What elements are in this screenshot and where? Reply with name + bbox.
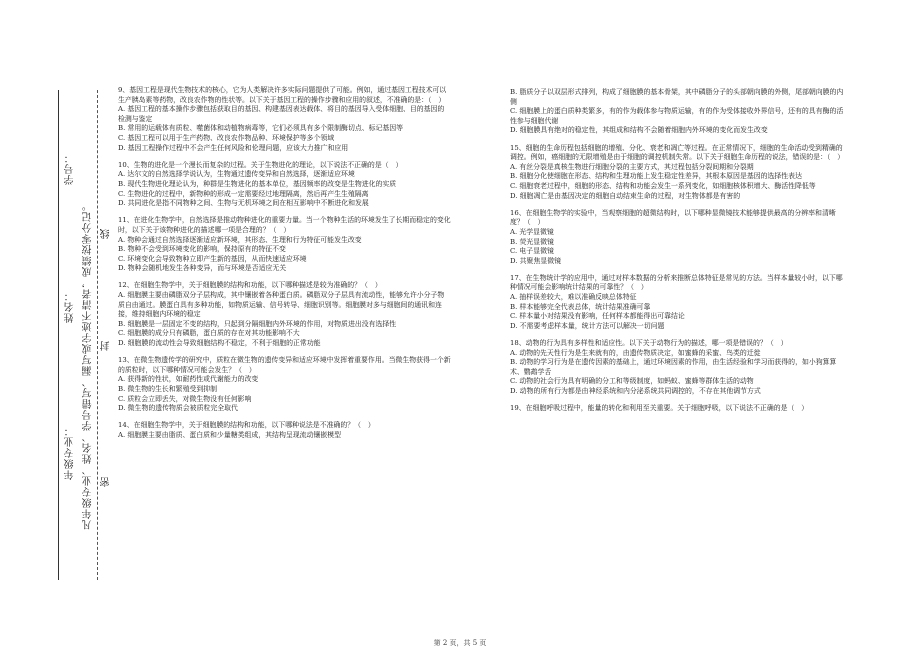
- option-b: B. 常用的运载体有质粒、噬菌体和动植物病毒等，它们必须具有多个限制酶切点、标记基因等: [118, 124, 404, 133]
- option-a: A. 抽样误差较大，难以准确反映总体特征: [510, 293, 637, 302]
- option-a: A. 达尔文的自然选择学说认为，生物通过遗传变异和自然选择，逐渐适应环境: [118, 170, 355, 179]
- option-a: A. 物种会通过自然选择逐渐适应新环境，其形态、生理和行为特征可能发生改变: [118, 235, 362, 244]
- binding-instruction: 凡年级专业、姓名、学号错写、漏写或字迹不清者，成绩按零分记。: [83, 200, 94, 530]
- option-c: C. 细胞衰老过程中，细胞的形态、结构和功能会发生一系列变化，如细胞核体积增大、酶活性降低等: [510, 181, 816, 190]
- option-d: D. 动物的所有行为都是由神经系统和内分泌系统共同调控的，不存在其他调节方式: [510, 387, 761, 395]
- option-a: A. 光学显微镜: [510, 227, 554, 236]
- option-b: B. 微生物的生长和繁殖受到抑制: [118, 385, 218, 393]
- page-footer: 第 2 页，共 5 页: [433, 639, 487, 647]
- option-b: B. 动物的学习行为是在遗传因素的基础上，通过环境因素的作用，由生活经验和学习而获得的，如小狗算算术、鹦鹉学舌: [510, 358, 837, 376]
- option-d: D. 共同进化是指不同物种之间、生物与无机环境之间在相互影响中不断进化和发展: [118, 199, 369, 208]
- option-b: B. 荧光显微镜: [510, 237, 554, 246]
- question-stem: 12、在细胞生物学中，关于细胞膜的结构和功能，以下哪种描述是较为准确的？（ ）: [118, 281, 382, 290]
- question-stem: 13、在微生物遗传学的研究中，质粒在微生物的遗传变异和适应环境中发挥着重要作用。当微生物获得一个新的质粒时，以下哪种情况可能会发生？（ ）: [118, 356, 451, 374]
- option-c: C. 环境变化会导致物种立即产生新的基因，从而快速适应环境: [118, 254, 307, 263]
- option-d: D. 细胞膜的流动性会导致细胞结构不稳定，不利于细胞的正常功能: [118, 339, 321, 348]
- option-d: D. 共聚焦显微镜: [510, 256, 562, 265]
- option-c: C. 样本量小对结果没有影响，任何样本都能得出可靠结论: [510, 312, 685, 321]
- question-stem: 18、动物的行为具有多样性和适应性。以下关于动物行为的描述，哪一项是错误的？（ ）: [510, 339, 788, 348]
- question-14: [118, 421, 451, 440]
- seal-dashed-line: [97, 90, 98, 580]
- option-c: C. 生物进化的过程中，新物种的形成一定需要经过地理隔离，然后再产生生殖隔离: [118, 189, 369, 198]
- question-11: [118, 216, 451, 274]
- option-d: D. 物种会随机地发生各种变异，而与环境是否适应无关: [118, 264, 287, 273]
- option-d: D. 细胞凋亡是由基因决定的细胞自动结束生命的过程，对生物体都是有害的: [510, 191, 741, 200]
- binding-rule-outer: [58, 90, 59, 580]
- question-stem: 16、在细胞生物学的实验中，当观察细胞的超微结构时，以下哪种显微镜技术能够提供最高的分辨率和清晰度？（ ）: [510, 208, 836, 227]
- seal-char-feng: 封: [101, 340, 112, 351]
- option-b: B. 现代生物进化理论认为，种群是生物进化的基本单位，基因频率的改变是生物进化的实质: [118, 179, 397, 188]
- question-14-continued: [510, 88, 845, 136]
- option-c: C. 动物的社会行为具有明确的分工和等级制度，如蚂蚁、蜜蜂等群体生活的动物: [510, 377, 754, 386]
- question-17: [510, 274, 845, 332]
- student-id-label: 学号：: [65, 152, 76, 185]
- question-18: [510, 339, 845, 397]
- option-b: B. 细胞膜是一层固定不变的结构，只起到分隔细胞内外环境的作用，对物质进出没有选择性: [118, 319, 397, 328]
- left-column: [118, 86, 451, 448]
- option-c: C. 质粒会立即丢失，对微生物没有任何影响: [118, 394, 252, 403]
- question-stem: 19、在细胞呼吸过程中，能量的转化和利用至关重要。关于细胞呼吸，以下说法不正确的是（ ）: [510, 404, 809, 413]
- option-d: D. 细胞膜具有绝对的稳定性，其组成和结构不会随着细胞内外环境的变化而发生改变: [510, 126, 768, 135]
- question-15: [510, 144, 845, 202]
- seal-char-xian: 线: [101, 228, 112, 239]
- option-d: D. 微生物的遗传物质会被质粒完全取代: [118, 404, 238, 413]
- option-a: A. 获得新的性状，如耐药性或代谢能力的改变: [118, 375, 259, 384]
- question-12: [118, 281, 451, 348]
- right-column: [510, 88, 845, 421]
- option-b: B. 物种不会受到环境变化的影响，保持原有的特征不变: [118, 245, 286, 254]
- name-label: 姓名：: [65, 290, 76, 323]
- question-stem: 11、在进化生物学中，自然选择是推动物种进化的重要力量。当一个物种生活的环境发生了长期而稳定的变化时，以下关于该物种进化的描述哪一项是合理的？（ ）: [118, 216, 451, 234]
- question-10: [118, 161, 451, 209]
- option-a: A. 基因工程的基本操作步骤包括获取目的基因、构建基因表达载体、将目的基因导入受体细胞、目的基因的检测与鉴定: [118, 105, 445, 123]
- option-d: D. 基因工程操作过程中不会产生任何风险和伦理问题，应该大力推广和应用: [118, 143, 349, 152]
- option-c: C. 细胞膜的成分只有磷脂，蛋白质的存在对其功能影响不大: [118, 329, 300, 338]
- option-b: B. 样本能够完全代表总体，统计结果准确可靠: [510, 302, 651, 311]
- major-label: 年级专业：: [65, 425, 76, 480]
- question-stem: 15、细胞的生命历程包括细胞的增殖、分化、衰老和凋亡等过程。在正常情况下，细胞的生命活动受到精确的调控。例如，癌细胞的无限增殖是由于细胞的调控机制失常。以下关于细胞生命历程的说法，错误的是：（ ）: [510, 143, 845, 162]
- option-c: C. 基因工程可以用于生产药物、改良农作物品种、环境保护等多个领域: [118, 133, 335, 142]
- question-19: [510, 404, 845, 414]
- seal-char-mi: 密: [101, 476, 112, 487]
- option-c: C. 电子显微镜: [510, 247, 554, 256]
- question-stem: 9、基因工程是现代生物技术的核心，它为人类解决许多实际问题提供了可能。例如，通过基因工程技术可以生产胰岛素等药物，改良农作物的性状等。以下关于基因工程的操作步骤和应用的叙述，不准确的是：（ ）: [118, 86, 447, 104]
- option-c: C. 细胞膜上的蛋白质种类繁多，有的作为载体参与物质运输，有的作为受体接收外界信号，还有的具有酶的活性参与细胞代谢: [510, 107, 844, 125]
- option-a: A. 有丝分裂是真核生物进行细胞分裂的主要方式，其过程包括分裂间期和分裂期: [510, 162, 754, 171]
- option-b: B. 细胞分化使细胞在形态、结构和生理功能上发生稳定性差异，其根本原因是基因的选择性表达: [510, 172, 802, 181]
- binding-strip: [0, 0, 112, 651]
- question-stem: 10、生物的进化是一个漫长而复杂的过程。关于生物进化的理论，以下说法不正确的是（ ）: [118, 160, 403, 169]
- option-a: A. 细胞膜主要由磷脂双分子层构成，其中镶嵌着各种蛋白质。磷脂双分子层具有流动性，能够允许小分子物质自由通过。膜蛋白具有多种功能，如物质运输、信号转导、细胞识别等。细胞膜对多与细胞间的通讯和连接，维持细胞内环境的稳定: [118, 291, 445, 319]
- option-a: A. 细胞膜主要由脂质、蛋白质和少量糖类组成，其结构呈现流动镶嵌模型: [118, 430, 341, 439]
- option-d: D. 不需要考虑样本量，统计方法可以解决一切问题: [510, 321, 665, 330]
- question-9: [118, 86, 451, 153]
- question-13: [118, 356, 451, 414]
- question-stem: 17、在生物统计学的应用中，通过对样本数据的分析来推断总体特征是常见的方法。当样本量较小时，以下哪种情况可能会影响统计结果的可靠性？（ ）: [510, 273, 843, 292]
- question-stem: 14、在细胞生物学中，关于细胞膜的结构和功能，以下哪种说法是不准确的？（ ）: [118, 421, 375, 430]
- option-b: B. 脂质分子以双层形式排列，构成了细胞膜的基本骨架，其中磷脂分子的头部朝向膜的外侧，尾部朝向膜的内侧: [510, 88, 844, 106]
- question-16: [510, 209, 845, 267]
- option-a: A. 动物的先天性行为是生来就有的，由遗传物质决定，如蜜蜂的采蜜、鸟类的迁徙: [510, 348, 761, 357]
